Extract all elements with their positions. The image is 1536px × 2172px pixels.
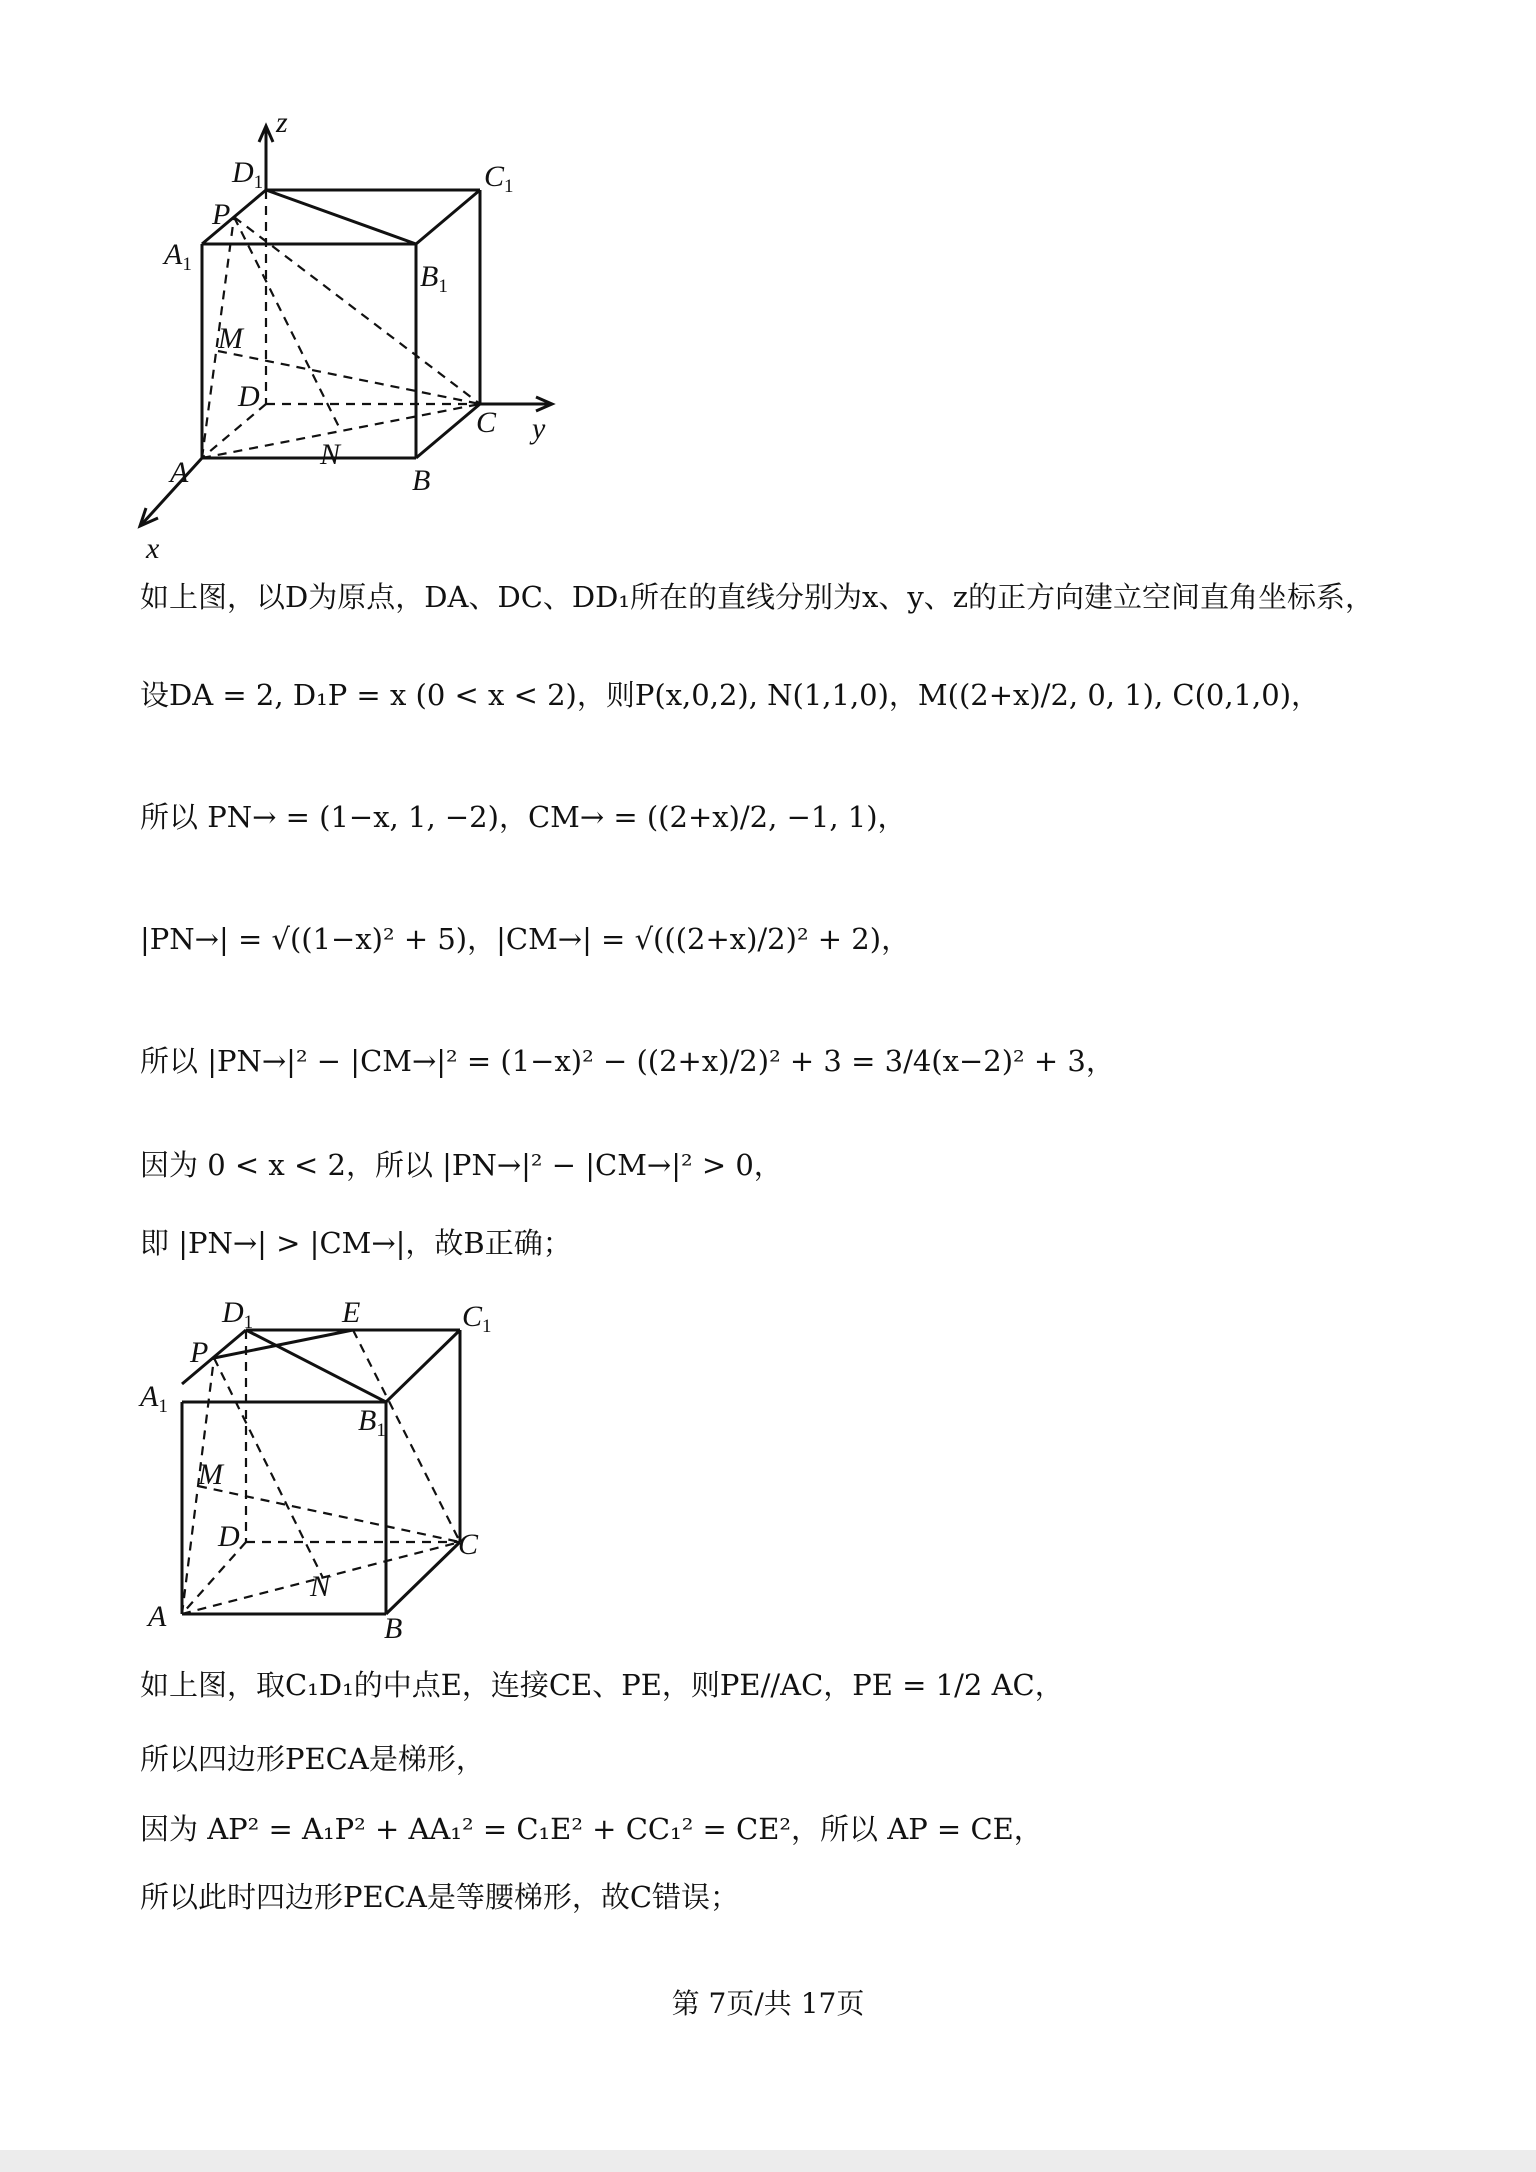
label-b1: $B_1$ <box>420 260 448 297</box>
text-line-5: 所以 |PN→|² − |CM→|² = (1−x)² − ((2+x)/2)² + 3 = 3/4(x−2)² + 3， <box>140 1044 1115 1078</box>
text-line-7: 即 |PN→| > |CM→|，故B正确； <box>140 1226 572 1260</box>
text-line-4: |PN→| = √((1−x)² + 5)，|CM→| = √(((2+x)/2)² + 2)， <box>140 922 911 956</box>
label-a: A <box>170 456 189 489</box>
label-m: M <box>218 322 243 355</box>
text-line-2: 设DA = 2, D₁P = x (0 < x < 2)，则P(x,0,2), N(1,1,0)，M((2+x)/2, 0, 1), C(0,1,0)， <box>140 678 1321 712</box>
label-z: z <box>276 110 288 139</box>
label-n: N <box>310 1570 331 1603</box>
bottom-scan-edge <box>0 2150 1536 2172</box>
cube-figure-1 <box>120 110 580 570</box>
label-b1: $B_1$ <box>358 1404 386 1441</box>
page-footer: 第 7页/共 17页 <box>671 1987 865 2020</box>
text-line-10: 因为 AP² = A₁P² + AA₁² = C₁E² + CC₁² = CE²，所以 AP = CE， <box>140 1812 1043 1846</box>
label-x: x <box>146 532 160 565</box>
label-n: N <box>320 438 341 471</box>
label-c: C <box>476 406 497 439</box>
label-a1: $A_1$ <box>164 238 192 275</box>
label-d1: $D_1$ <box>232 156 264 193</box>
label-b: B <box>412 464 431 497</box>
cube-figure-2 <box>130 1290 510 1650</box>
label-y: y <box>532 412 546 445</box>
text-line-6: 因为 0 < x < 2，所以 |PN→|² − |CM→|² > 0， <box>140 1148 783 1182</box>
label-c: C <box>458 1528 479 1561</box>
label-b: B <box>384 1612 403 1645</box>
text-line-8: 如上图，取C₁D₁的中点E，连接CE、PE，则PE//AC，PE = 1/2 AC， <box>140 1668 1064 1702</box>
text-line-1: 如上图，以D为原点，DA、DC、DD₁所在的直线分别为x、y、z的正方向建立空间直角坐标系， <box>140 580 1375 614</box>
label-p: P <box>212 198 231 231</box>
label-d: D <box>238 380 260 413</box>
text-line-11: 所以此时四边形PECA是等腰梯形，故C错误； <box>140 1880 740 1914</box>
label-m: M <box>198 1458 223 1491</box>
label-c1: $C_1$ <box>462 1300 492 1337</box>
label-c1: $C_1$ <box>484 160 514 197</box>
label-e: E <box>342 1296 361 1329</box>
text-line-3: 所以 PN→ = (1−x, 1, −2)，CM→ = ((2+x)/2, −1, 1)， <box>140 800 907 834</box>
text-line-9: 所以四边形PECA是梯形， <box>140 1742 485 1776</box>
label-d: D <box>218 1520 240 1553</box>
label-a: A <box>148 1600 167 1633</box>
label-p: P <box>190 1336 209 1369</box>
label-d1: $D_1$ <box>222 1296 254 1333</box>
label-a1: $A_1$ <box>140 1380 168 1417</box>
